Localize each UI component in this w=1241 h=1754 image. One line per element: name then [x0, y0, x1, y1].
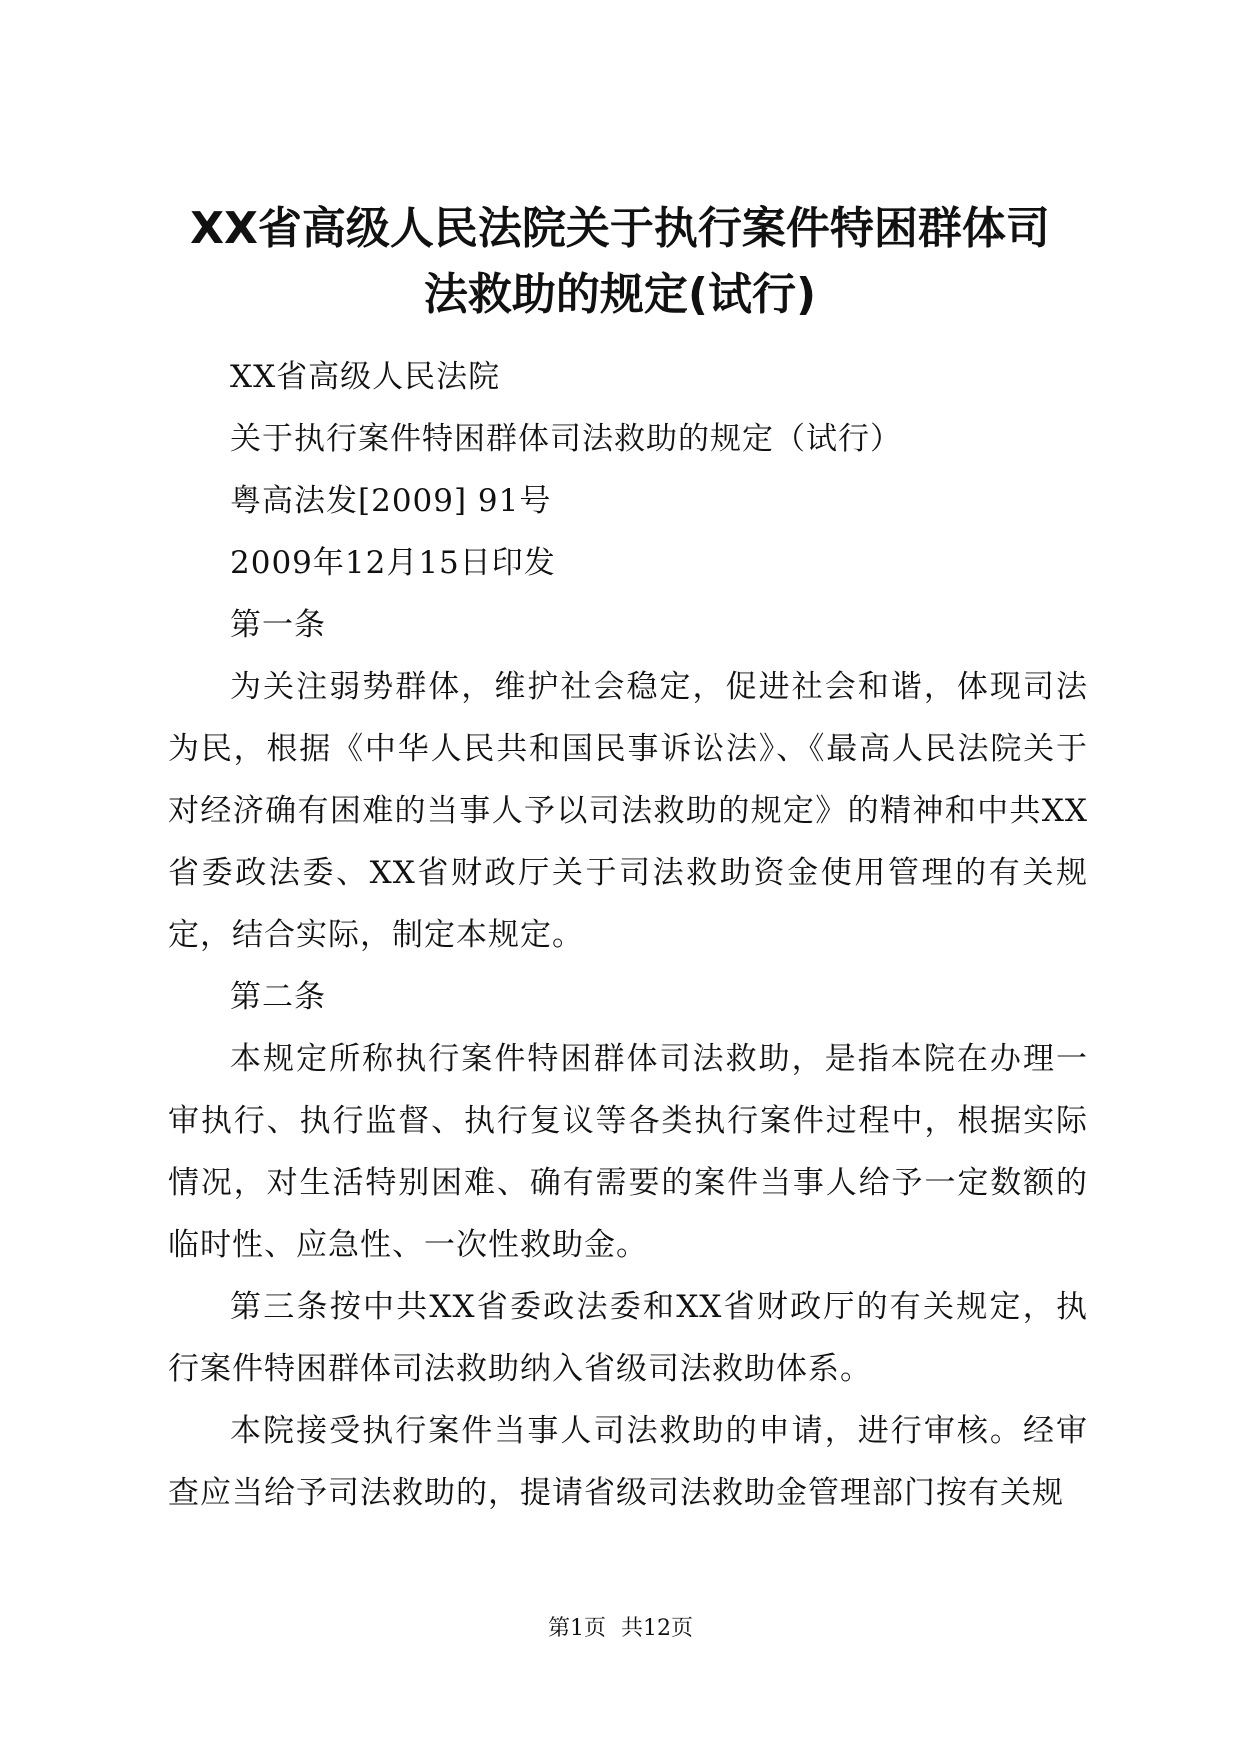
article-1-heading: 第一条: [230, 607, 326, 643]
page-total: 共12页: [621, 1616, 693, 1641]
article-1-text: 为关注弱势群体，维护社会稳定，促进社会和谐，体现司法为民，根据《中华人民共和国民事诉讼法》、《最高人民法院关于对经济确有困难的当事人予以司法救助的规定》的精神和中共XX省委政法委、XX省财政厅关于司法救助资金使用管理的有关规定，结合实际，制定本规定。: [168, 669, 1088, 953]
page-number: 第1页: [548, 1616, 606, 1641]
document-number: 粤高法发[2009] 91号: [230, 483, 552, 519]
title-line-1: XX省高级人民法院关于执行案件特困群体司: [190, 203, 1050, 254]
page-footer: [0, 1614, 1241, 1644]
title-line-2: 法救助的规定(试行): [423, 269, 817, 320]
document-body: [168, 346, 1088, 1524]
article-2-heading: 第二条: [230, 979, 326, 1015]
issuer-line: XX省高级人民法院: [230, 359, 501, 395]
issue-date: 2009年12月15日印发: [230, 545, 556, 581]
article-3-text: 第三条按中共XX省委政法委和XX省财政厅的有关规定，执行案件特困群体司法救助纳入省级司法救助体系。: [168, 1289, 1088, 1387]
document-title: [150, 196, 1090, 328]
article-3-continuation: 本院接受执行案件当事人司法救助的申请，进行审核。经审查应当给予司法救助的，提请省级司法救助金管理部门按有关规: [168, 1413, 1088, 1511]
subject-line: 关于执行案件特困群体司法救助的规定（试行）: [230, 421, 902, 457]
article-2-text: 本规定所称执行案件特困群体司法救助，是指本院在办理一审执行、执行监督、执行复议等各类执行案件过程中，根据实际情况，对生活特别困难、确有需要的案件当事人给予一定数额的临时性、应急性、一次性救助金。: [168, 1041, 1088, 1263]
